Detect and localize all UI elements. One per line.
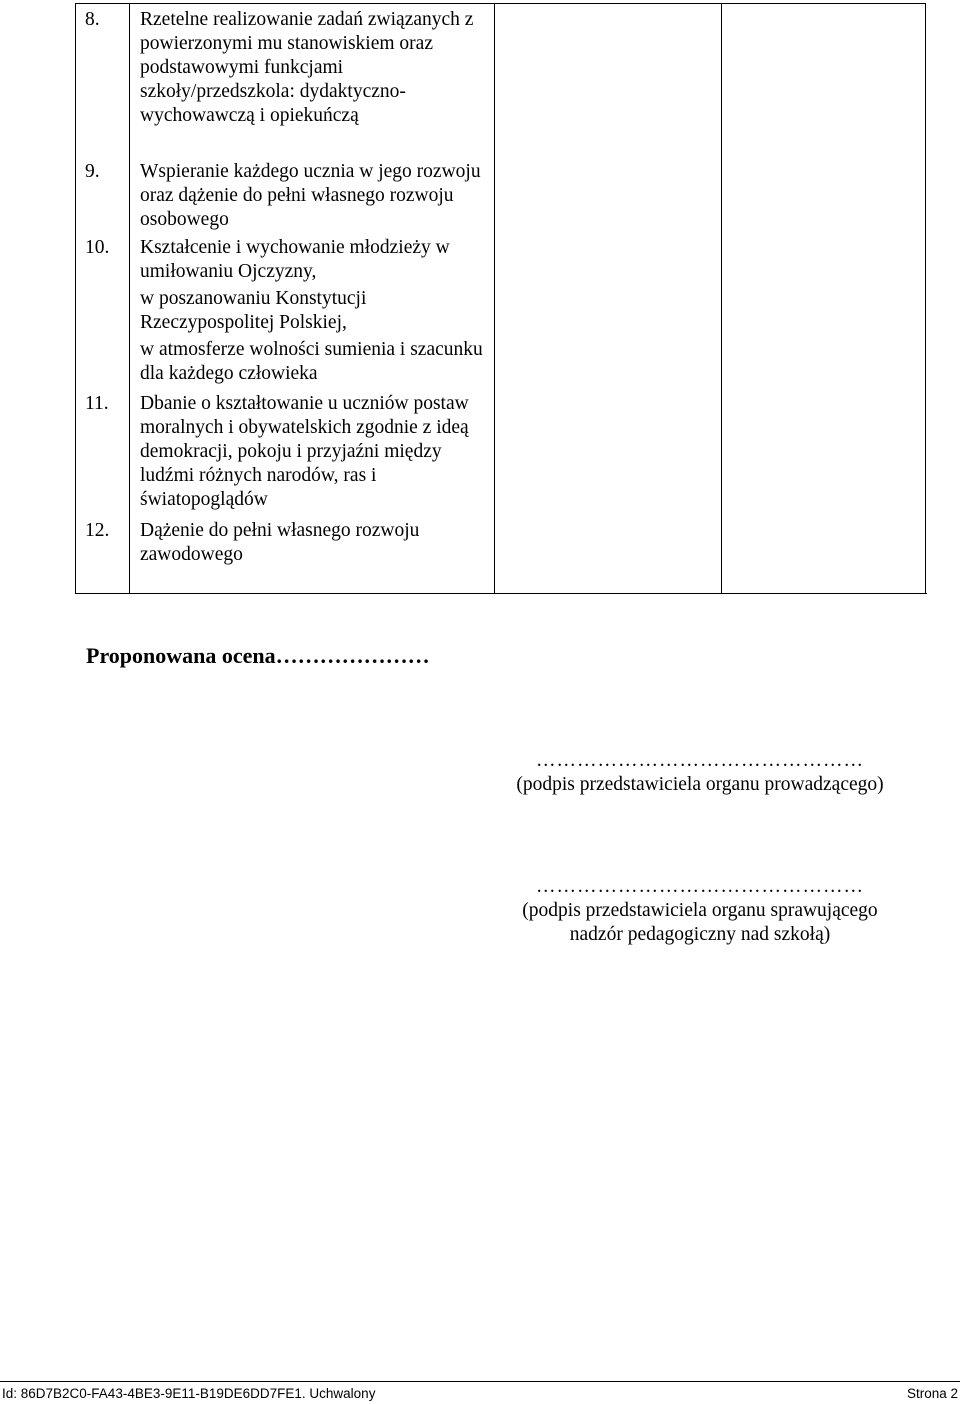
column-divider-criterion xyxy=(494,4,495,594)
criterion-number: 11. xyxy=(85,393,109,414)
signature-line: ………………………………………… xyxy=(536,876,864,897)
criterion-text xyxy=(140,392,492,512)
page-number: Strona 2 xyxy=(906,1386,958,1401)
criterion-line: Dążenie do pełni własnego rozwoju zawodowego xyxy=(140,520,420,565)
criterion-line: Wspieranie każdego ucznia w jego rozwoju oraz dążenie do pełni własnego rozwoju osobowego xyxy=(140,161,481,230)
criterion-text xyxy=(140,8,492,128)
table-bottom-border xyxy=(75,593,927,594)
signature-governing-body xyxy=(470,749,930,797)
criterion-text xyxy=(140,236,492,386)
criterion-number: 10. xyxy=(85,237,110,258)
criterion-text xyxy=(140,160,492,232)
signature-caption: nadzór pedagogiczny nad szkołą) xyxy=(569,924,831,945)
criterion-line: Dbanie o kształtowanie u uczniów postaw moralnych i obywatelskich zgodnie z ideą demokracji, pokoju i przyjaźni między ludźmi różnych narodów, ras i światopoglądów xyxy=(140,393,469,510)
column-divider-number xyxy=(129,4,130,594)
signature-caption: (podpis przedstawiciela organu sprawującego xyxy=(522,900,878,921)
signature-line: ………………………………………… xyxy=(536,750,864,771)
signature-caption: (podpis przedstawiciela organu prowadzącego) xyxy=(516,774,884,795)
criterion-line: Kształcenie i wychowanie młodzieży w umiłowaniu Ojczyzny, xyxy=(140,237,450,282)
proposed-rating: Proponowana ocena………………… xyxy=(86,643,430,668)
criterion-number: 12. xyxy=(85,520,110,541)
page-footer xyxy=(0,1381,960,1404)
criterion-text xyxy=(140,519,492,567)
criteria-table xyxy=(75,3,926,594)
criterion-line: w poszanowaniu Konstytucji Rzeczypospolitej Polskiej, xyxy=(140,288,367,333)
signature-supervisory-body xyxy=(470,875,930,947)
document-id: Id: 86D7B2C0-FA43-4BE3-9E11-B19DE6DD7FE1. Uchwalony xyxy=(2,1386,376,1401)
criterion-number: 8. xyxy=(85,9,100,30)
criterion-number: 9. xyxy=(85,161,100,182)
criterion-line: w atmosferze wolności sumienia i szacunku dla każdego człowieka xyxy=(140,339,483,384)
criterion-line: Rzetelne realizowanie zadań związanych z powierzonymi mu stanowiskiem oraz podstawowymi funkcjami szkoły/przedszkola: dydaktyczno-wychowawczą i opiekuńczą xyxy=(140,9,474,126)
column-divider-rating xyxy=(721,4,722,594)
